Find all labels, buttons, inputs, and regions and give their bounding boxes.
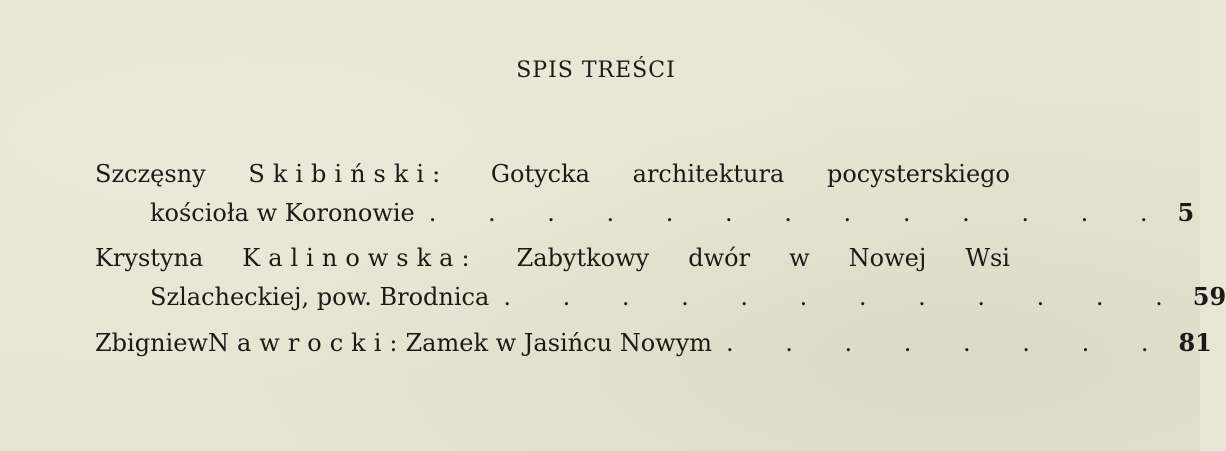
title-word: Gotycka <box>490 160 590 188</box>
author-first-name: Szczęsny <box>95 160 206 188</box>
author-first-name: Krystyna <box>95 244 204 272</box>
title-word: w <box>789 244 810 272</box>
title-word: pocysterskiego <box>826 160 1010 188</box>
page-title: SPIS TREŚCI <box>516 58 676 83</box>
title-continuation: Zamek w Jasińcu Nowym <box>405 329 713 357</box>
title-continuation: kościoła w Koronowie <box>150 199 415 227</box>
author-first-name: Zbigniew <box>95 329 208 357</box>
page-number: 81 <box>1178 328 1212 357</box>
toc-entry-line <box>95 244 1010 272</box>
title-word: Nowej <box>848 244 927 272</box>
dot-leader: . . . . . . . . . . . . . <box>428 199 1170 227</box>
title-word: Zabytkowy <box>516 244 650 272</box>
author-last-name: Skibiński: <box>248 160 449 188</box>
dot-leader: . . . . . . . . . . . . <box>503 283 1185 311</box>
dot-leader: . . . . . . . . <box>726 329 1171 357</box>
title-continuation: Szlacheckiej, pow. Brodnica <box>150 283 490 311</box>
title-word: architektura <box>632 160 785 188</box>
toc-entry-line <box>95 328 1212 357</box>
page-number: 5 <box>1177 198 1195 227</box>
toc-entry-line <box>150 198 1195 227</box>
author-last-name: Nawrocki: <box>207 329 406 357</box>
toc-entry-line <box>150 282 1226 311</box>
author-last-name: Kalinowska: <box>242 244 478 272</box>
title-word: dwór <box>688 244 751 272</box>
page-number: 59 <box>1192 282 1226 311</box>
toc-entry-line <box>95 160 1010 188</box>
title-word: Wsi <box>965 244 1010 272</box>
